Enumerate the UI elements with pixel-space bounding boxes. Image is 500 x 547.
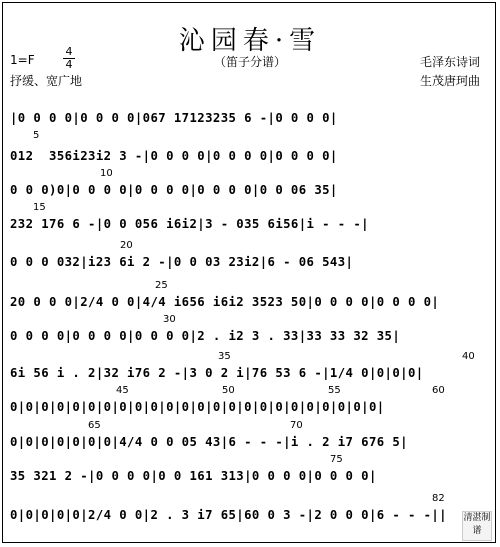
notation-row-6: 20 0 0 0|2/4 0 0|4/4 i656 i6i2 3523 50|0 0 0 0|0 0 0 0| bbox=[10, 295, 440, 309]
notation-row-1: |0 0 0 0|0 0 0 0|067 17123235 6 -|0 0 0 0| bbox=[10, 111, 338, 125]
time-signature bbox=[62, 46, 76, 71]
notation-row-11: 35 321 2 -|0 0 0 0|0 0 161 313|0 0 0 0|0 0 0 0| bbox=[10, 469, 377, 483]
publisher-stamp: 清湛制谱 bbox=[462, 511, 492, 541]
measure-number: 75 bbox=[330, 454, 343, 465]
notation-row-5: 0 0 0 032|i23 6i 2 -|0 0 03 23i2|6 - 06 543| bbox=[10, 255, 354, 269]
notation-row-9: 0|0|0|0|0|0|0|0|0|0|0|0|0|0|0|0|0|0|0|0|0|0|0|0| bbox=[10, 400, 385, 414]
tempo-marking: 抒缓、宽广地 bbox=[10, 74, 83, 88]
notation-row-8: 6i 56 i . 2|32 i76 2 -|3 0 2 i|76 53 6 -|1/4 0|0|0|0| bbox=[10, 366, 424, 380]
measure-number: 65 bbox=[88, 420, 101, 431]
measure-number: 40 bbox=[462, 351, 475, 362]
measure-number: 70 bbox=[290, 420, 303, 431]
measure-number: 35 bbox=[218, 351, 231, 362]
measure-number: 5 bbox=[33, 130, 40, 141]
measure-number: 20 bbox=[120, 240, 133, 251]
measure-number: 50 bbox=[222, 385, 235, 396]
measure-number: 15 bbox=[33, 202, 46, 213]
measure-number: 10 bbox=[100, 168, 113, 179]
measure-number: 25 bbox=[155, 280, 168, 291]
measure-number: 30 bbox=[163, 314, 176, 325]
notation-row-12: 0|0|0|0|0|2/4 0 0|2 . 3 i7 65|60 0 3 -|2 0 0 0|6 - - -|| bbox=[10, 508, 447, 522]
score-title: 沁园春·雪 bbox=[178, 26, 322, 56]
score-subtitle: （笛子分谱） bbox=[213, 55, 286, 69]
lyricist-credit: 毛泽东诗词 bbox=[419, 55, 480, 69]
key-signature: 1=F bbox=[10, 53, 35, 67]
measure-number: 45 bbox=[116, 385, 129, 396]
measure-number: 82 bbox=[432, 493, 445, 504]
meter-bottom: 4 bbox=[65, 58, 73, 71]
composer-credit: 生茂唐珂曲 bbox=[419, 74, 480, 88]
notation-row-3: 0 0 0)0|0 0 0 0|0 0 0 0|0 0 0 0|0 0 06 35| bbox=[10, 183, 338, 197]
notation-row-2: 012 356i23i2 3 -|0 0 0 0|0 0 0 0|0 0 0 0| bbox=[10, 149, 338, 163]
meter-top: 4 bbox=[65, 45, 73, 58]
notation-row-7: 0 0 0 0|0 0 0 0|0 0 0 0|2 . i2 3 . 33|33 33 32 35| bbox=[10, 329, 401, 343]
measure-number: 55 bbox=[328, 385, 341, 396]
measure-number: 60 bbox=[432, 385, 445, 396]
notation-row-4: 232 176 6 -|0 0 056 i6i2|3 - 035 6i56|i - - -| bbox=[10, 217, 369, 231]
notation-row-10: 0|0|0|0|0|0|0|4/4 0 0 05 43|6 - - -|i . 2 i7 676 5| bbox=[10, 435, 408, 449]
